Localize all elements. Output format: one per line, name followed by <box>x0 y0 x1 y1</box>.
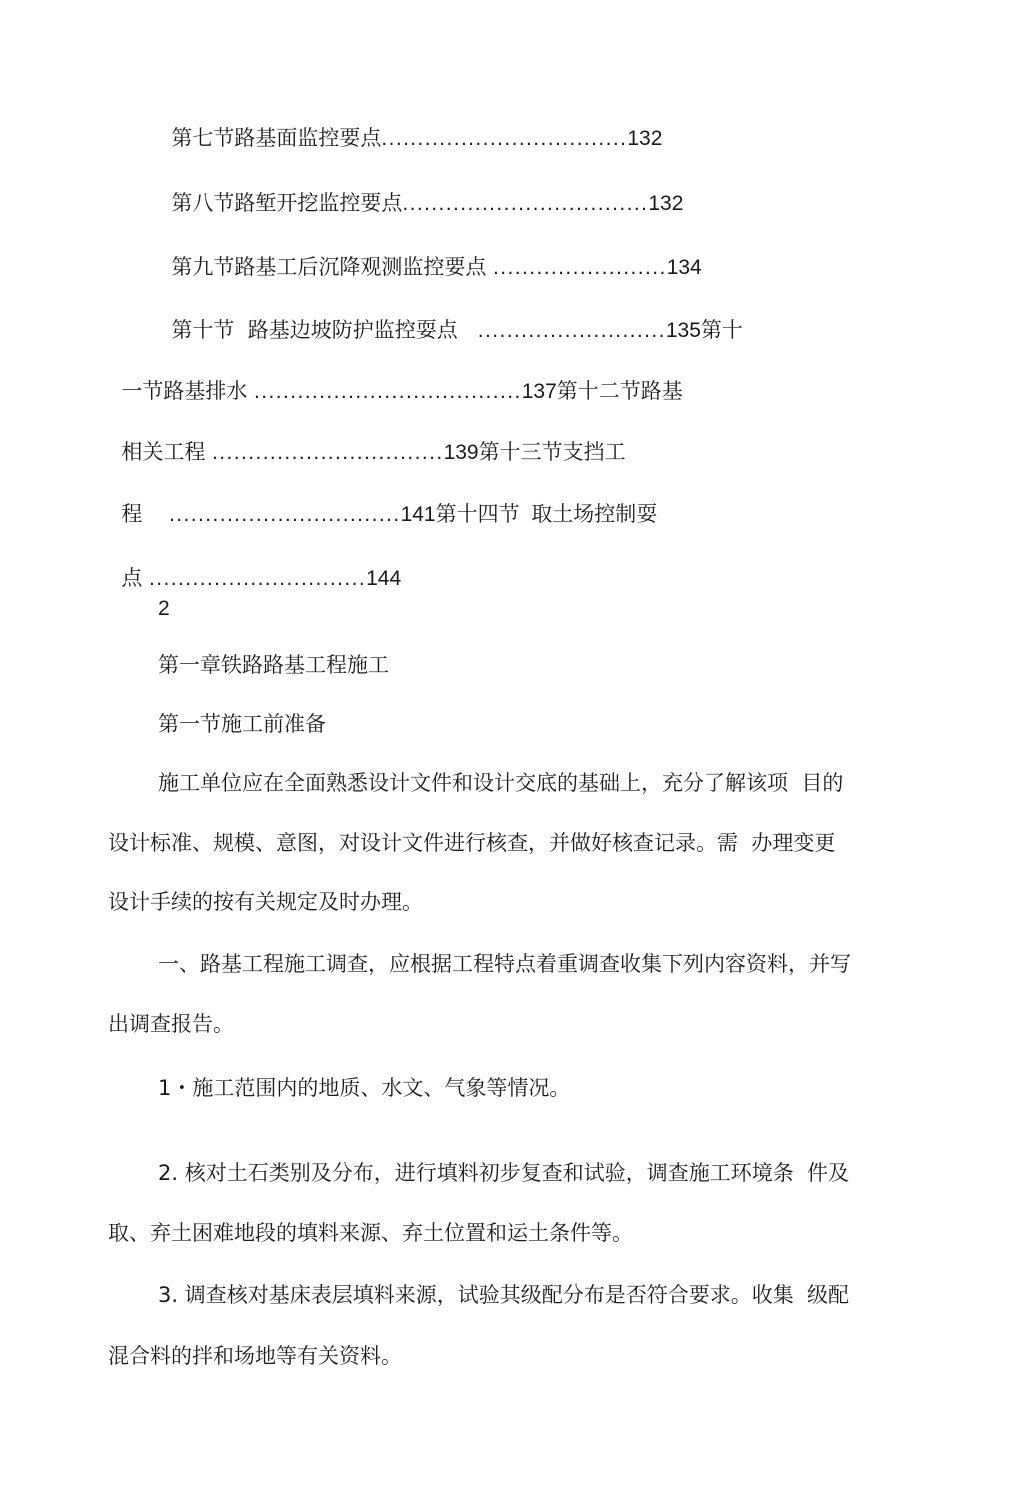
toc-page-number: 141第十四节 取土场控制耍 <box>400 503 658 526</box>
toc-entry-section-9 <box>158 222 702 279</box>
toc-entry-title: 第八节路堑开挖监控要点 <box>171 191 403 215</box>
toc-page-number: 139第十三节支挡工 <box>443 441 626 464</box>
paragraph-line: 出调查报告。 <box>108 1012 234 1036</box>
chapter-title: 第一章铁路路基工程施工 <box>158 653 389 677</box>
toc-entry-title: 第七节路基面监控要点 <box>171 126 382 150</box>
paragraph-line: 施工单位应在全面熟悉设计文件和设计交底的基础上，充分了解该项 目的 <box>158 771 844 795</box>
toc-page-number: 132 <box>648 192 684 215</box>
toc-page-number: 144 <box>366 567 402 590</box>
list-item-1: 1・施工范围内的地质、水文、气象等情况。 <box>158 1076 571 1100</box>
toc-leader-dots: ........................ <box>493 256 667 279</box>
toc-entry-title: 一节路基排水 <box>121 379 255 403</box>
paragraph-line: 设计标准、规模、意图，对设计文件进行核查，并做好核查记录。需 办理变更 <box>108 831 836 855</box>
toc-entry-section-14 <box>108 533 402 590</box>
list-item-3: 3. 调查核对基床表层填料来源，试验其级配分布是否符合要求。收集 级配 <box>158 1283 850 1307</box>
toc-page-number: 135第十 <box>665 319 743 342</box>
list-item-3-cont: 混合料的拌和场地等有关资料。 <box>108 1344 402 1368</box>
paragraph-line: 设计手续的按有关规定及时办理。 <box>108 890 423 914</box>
toc-entry-section-8 <box>158 158 684 215</box>
toc-entry-title: 程 <box>121 502 170 526</box>
toc-leader-dots: ..................................... <box>254 380 522 403</box>
toc-entry-section-11 <box>108 346 683 403</box>
toc-page-number: 134 <box>666 256 702 279</box>
toc-entry-section-10 <box>158 285 743 342</box>
toc-leader-dots: .................................. <box>381 127 628 150</box>
toc-page-number: 137第十二节路基 <box>521 380 683 403</box>
section-title: 第一节施工前准备 <box>158 712 326 736</box>
toc-entry-section-7 <box>158 93 663 150</box>
toc-leader-dots: .............................. <box>149 567 367 590</box>
toc-entry-title: 第十节 路基边坡防护监控耍点 <box>171 318 478 342</box>
toc-leader-dots: ................................ <box>212 441 444 464</box>
toc-leader-dots: .................................. <box>402 192 649 215</box>
toc-page-number: 132 <box>627 127 663 150</box>
toc-leader-dots: ................................ <box>169 503 401 526</box>
list-item-2-cont: 取、弃土困难地段的填料来源、弃土位置和运土条件等。 <box>108 1221 633 1245</box>
toc-leader-dots: .......................... <box>477 319 666 342</box>
toc-entry-section-13 <box>108 469 658 526</box>
page-number: 2 <box>158 597 170 620</box>
toc-entry-section-12 <box>108 407 626 464</box>
paragraph-line: 一、路基工程施工调查，应根据工程特点着重调查收集下列内容资料，并写 <box>158 952 851 976</box>
toc-entry-title: 相关工程 <box>121 440 213 464</box>
toc-entry-title: 第九节路基工后沉降观测监控要点 <box>171 255 494 279</box>
toc-entry-title: 点 <box>121 566 150 590</box>
list-item-2: 2. 核对土石类别及分布，进行填料初步复查和试验，调查施工环境条 件及 <box>158 1161 850 1185</box>
